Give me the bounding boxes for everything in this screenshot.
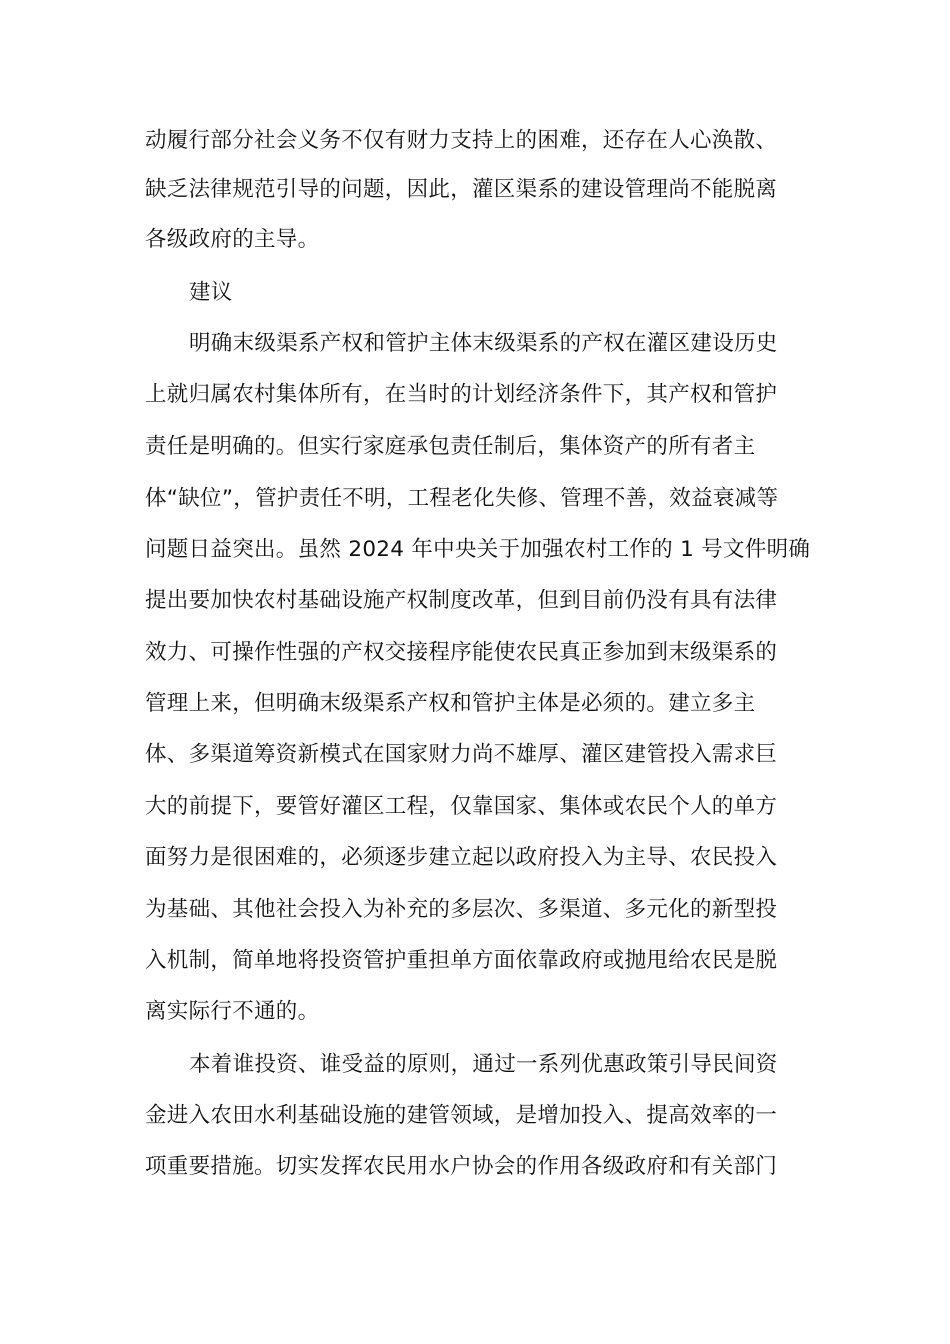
text-line: 体、多渠道筹资新模式在国家财力尚不雄厚、灌区建管投入需求巨 <box>145 742 778 767</box>
text-line: 本着谁投资、谁受益的原则，通过一系列优惠政策引导民间资 <box>189 1052 778 1077</box>
text-line: 动履行部分社会义务不仅有财力支持上的困难，还存在人心涣散、 <box>145 128 778 153</box>
text-line: 金进入农田水利基础设施的建管领域，是增加投入、提高效率的一 <box>145 1103 778 1128</box>
text-line: 管理上来，但明确末级渠系产权和管护主体是必须的。建立多主 <box>145 691 756 716</box>
text-line: 缺乏法律规范引导的问题，因此，灌区渠系的建设管理尚不能脱离 <box>145 177 778 202</box>
text-line: 责任是明确的。但实行家庭承包责任制后，集体资产的所有者主 <box>145 434 756 459</box>
text-line: 离实际行不通的。 <box>145 999 320 1024</box>
text-line: 明确末级渠系产权和管护主体末级渠系的产权在灌区建设历史 <box>189 331 778 356</box>
text-line: 上就归属农村集体所有，在当时的计划经济条件下，其产权和管护 <box>145 382 778 407</box>
text-line: 大的前提下，要管好灌区工程，仅靠国家、集体或农民个人的单方 <box>145 794 778 819</box>
text-line: 效力、可操作性强的产权交接程序能使农民真正参加到末级渠系的 <box>145 640 778 665</box>
text-line: 面努力是很困难的，必须逐步建立起以政府投入为主导、农民投入 <box>145 845 778 870</box>
text-line: 为基础、其他社会投入为补充的多层次、多渠道、多元化的新型投 <box>145 897 778 922</box>
text-line: 问题日益突出。虽然 2024 年中央关于加强农村工作的 1 号文件明确 <box>145 537 811 562</box>
text-line: 项重要措施。切实发挥农民用水户协会的作用各级政府和有关部门 <box>145 1154 778 1179</box>
text-line: 入机制，简单地将投资管护重担单方面依靠政府或抛甩给农民是脱 <box>145 948 778 973</box>
section-heading: 建议 <box>189 280 233 305</box>
text-line: 体“缺位”，管护责任不明，工程老化失修、管理不善，效益衰减等 <box>145 486 779 511</box>
text-line: 各级政府的主导。 <box>145 227 320 252</box>
text-line: 提出要加快农村基础设施产权制度改革，但到目前仍没有具有法律 <box>145 588 778 613</box>
